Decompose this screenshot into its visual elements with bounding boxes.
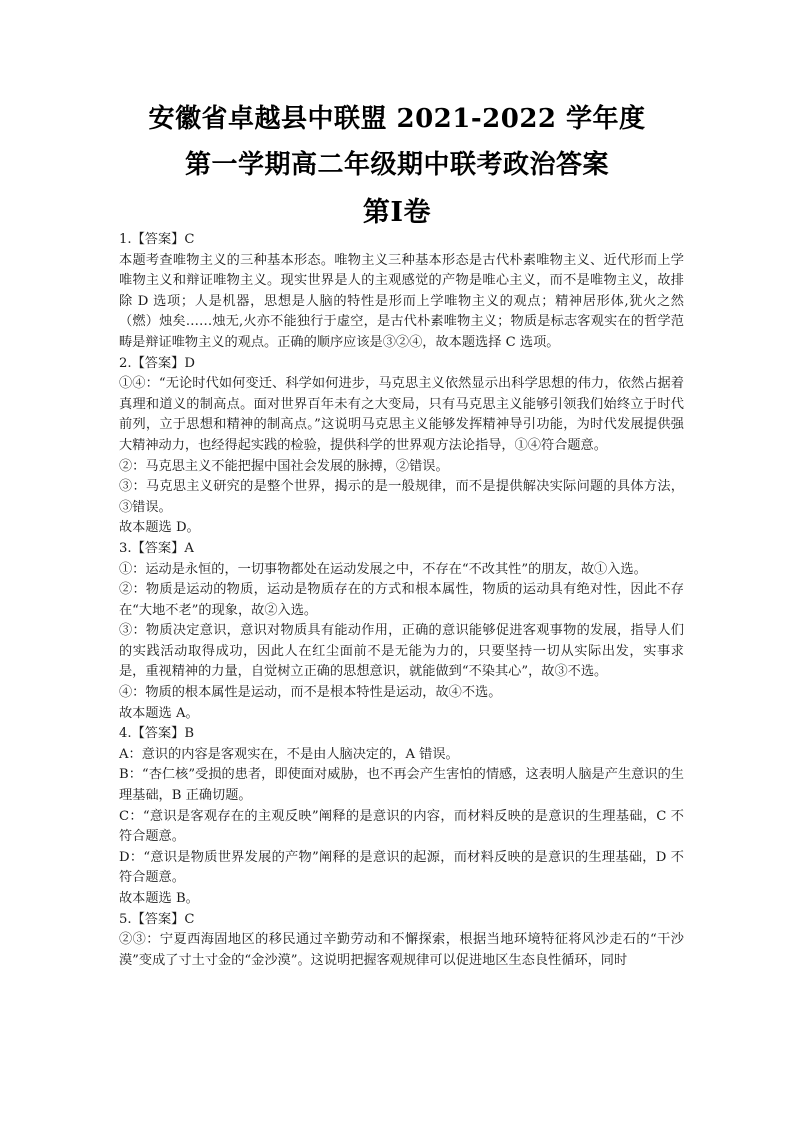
answer-body [119,230,684,971]
answer-heading: 1.【答案】C [119,232,195,247]
paragraph: B：“杏仁核”受损的患者，即使面对威胁，也不再会产生害怕的情感，这表明人脑是产生意识的生理基础，B 正确切题。 [119,767,684,804]
section-heading: 第Ⅰ卷 [362,197,432,228]
paragraph: ②：物质是运动的物质，运动是物质存在的方式和根本属性，物质的运动具有绝对性，因此不存在“大地不老”的现象，故②入选。 [119,582,684,618]
paragraph: A：意识的内容是客观实在，不是由人脑决定的，A 错误。 [119,746,459,762]
answer-heading: 3.【答案】A [119,540,194,556]
paragraph: C：“意识是客观存在的主观反映”阐释的是意识的内容，而材料反映的是意识的生理基础，C 不符合题意。 [119,808,684,845]
paragraph: ②：马克思主义不能把握中国社会发展的脉搏，②错误。 [119,458,449,474]
answer-heading: 2.【答案】D [119,355,195,371]
paragraph: ③：马克思主义研究的是整个世界，揭示的是一般规律，而不是提供解决实际问题的具体方法，③错误。 [119,479,684,515]
paragraph: ①：运动是永恒的，一切事物都处在运动发展之中，不存在“不改其性”的朋友，故①入选。 [119,561,647,577]
paragraph: ④：物质的根本属性是运动，而不是根本特性是运动，故④不选。 [119,685,502,701]
paragraph: 故本题选 B。 [119,891,199,906]
answer-heading: 5.【答案】C [119,911,195,927]
document-title: 安徽省卓越县中联盟 2021-2022 学年度 [148,104,646,134]
paragraph: ①④：“无论时代如何变迁、科学如何进步，马克思主义依然显示出科学思想的伟力，依然占据着真理和道义的制高点。面对世界百年未有之大变局，只有马克思主义能够引领我们始终立于时代前列，立于思想和精神的制高点。”这说明马克思主义能够发挥精神导引功能，为时代发展提供强大精神动力，也经得起实践的检验，提供科学的世界观方法论指导，①④符合题意。 [119,376,684,453]
document-subtitle: 第一学期高二年级期中联考政治答案 [184,150,609,180]
paragraph: 本题考查唯物主义的三种基本形态。唯物主义三种基本形态是古代朴素唯物主义、近代形而上学唯物主义和辩证唯物主义。现实世界是人的主观感觉的产物是唯心主义，而不是唯物主义，故排除 D 选项；人是机器，思想是人脑的特性是形而上学唯物主义的观点；精神居形体,犹火之然（燃）烛矣……烛无,火亦不能独行于虚空，是古代朴素唯物主义；物质是标志客观实在的哲学范畴是辩证唯物主义的观点。正确的顺序应该是③②④，故本题选择 C 选项。 [119,252,684,350]
answer-heading: 4.【答案】B [119,726,195,742]
paragraph: 故本题选 D。 [119,520,200,536]
paragraph: 故本题选 A。 [119,705,199,721]
paragraph: ③：物质决定意识，意识对物质具有能动作用，正确的意识能够促进客观事物的发展，指导人们的实践活动取得成功，因此人在红尘面前不是无能为力的，只要坚持一切从实际出发，实事求是，重视精神的力量，自觉树立正确的思想意识，就能做到“不染其心”，故③不选。 [119,623,684,680]
paragraph: D：“意识是物质世界发展的产物”阐释的是意识的起源，而材料反映的是意识的生理基础，D 不符合题意。 [119,849,684,886]
paragraph: ②③：宁夏西海固地区的移民通过辛勤劳动和不懈探索，根据当地环境特征将风沙走石的“干沙漠”变成了寸土寸金的“金沙漠”。这说明把握客观规律可以促进地区生态良性循环，同时 [119,932,684,968]
